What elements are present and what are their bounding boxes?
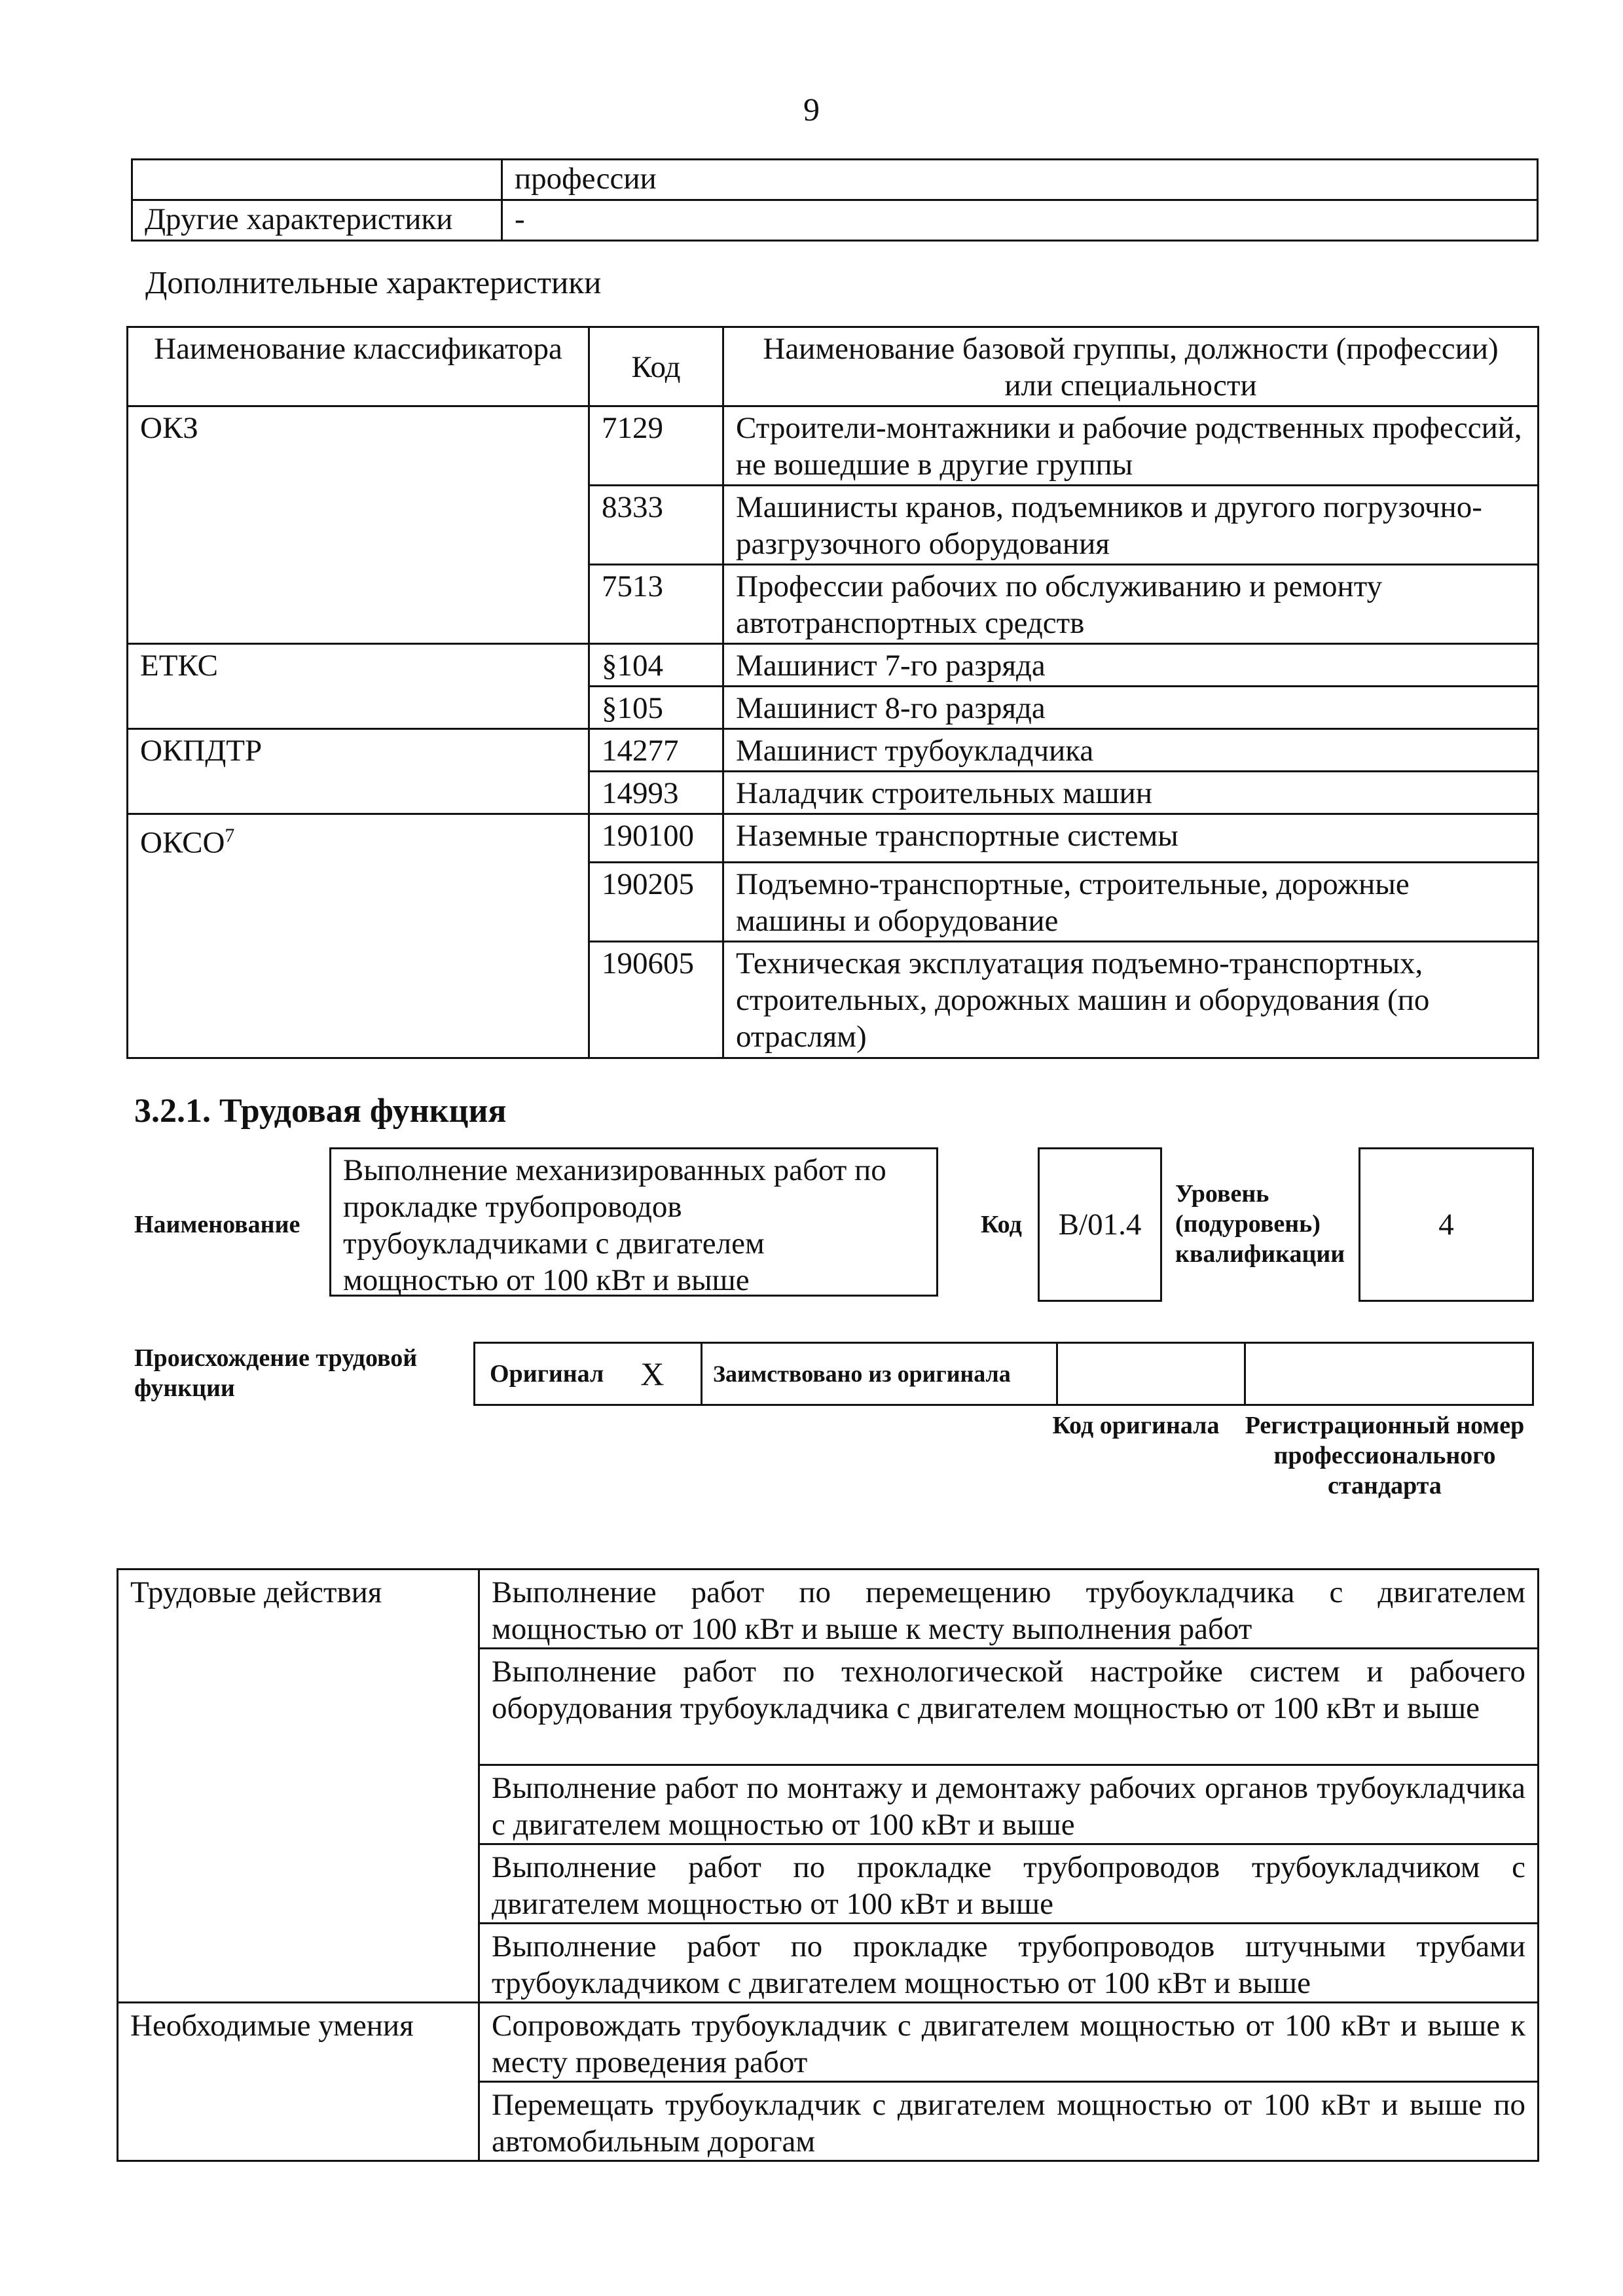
classifier-code: 7129 bbox=[589, 406, 723, 486]
classifier-title: Наладчик строительных машин bbox=[723, 772, 1539, 814]
function-name-box bbox=[329, 1147, 938, 1297]
original-code-label: Код оригинала bbox=[1052, 1412, 1220, 1439]
classifier-code: 14277 bbox=[589, 729, 723, 772]
classifier-name: ЕТКС bbox=[128, 644, 589, 687]
classifier-code: 190205 bbox=[589, 863, 723, 942]
header-classifier-name: Наименование классификатора bbox=[128, 327, 589, 406]
classifier-title: Наземные транспортные системы bbox=[723, 814, 1539, 863]
function-name-label: Наименование bbox=[134, 1211, 301, 1238]
labor-actions-label-cont bbox=[118, 1924, 479, 2003]
classifier-name bbox=[128, 863, 589, 942]
classifier-code: §105 bbox=[589, 687, 723, 729]
origin-row bbox=[473, 1342, 1534, 1406]
labor-action: Выполнение работ по монтажу и демонтажу рабочих органов трубоукладчика с двигателем мощностью от 100 кВт и выше bbox=[479, 1765, 1539, 1844]
top-table-row1-value: профессии bbox=[502, 160, 1538, 200]
footnote-marker: 7 bbox=[225, 825, 235, 846]
classifier-code: 7513 bbox=[589, 565, 723, 644]
classifier-table bbox=[126, 326, 1539, 1059]
labor-action: Выполнение работ по прокладке трубопроводов штучными трубами трубоукладчиком с двигателем мощностью от 100 кВт и выше bbox=[479, 1924, 1539, 2003]
classifier-title: Машинист 8-го разряда bbox=[723, 687, 1539, 729]
function-code-value: B/01.4 bbox=[1058, 1208, 1142, 1242]
labor-actions-label-cont bbox=[118, 1649, 479, 1765]
function-origin-label: Происхождение трудовой функции bbox=[134, 1344, 418, 1402]
section-title: 3.2.1. Трудовая функция bbox=[134, 1092, 507, 1130]
classifier-title: Строители-монтажники и рабочие родственных профессий, не вошедшие в другие группы bbox=[723, 406, 1539, 486]
labor-action: Выполнение работ по прокладке трубопроводов трубоукладчиком с двигателем мощностью от 100 кВт и выше bbox=[479, 1844, 1539, 1924]
classifier-title: Машинист 7-го разряда bbox=[723, 644, 1539, 687]
top-table-empty-cell bbox=[132, 160, 502, 200]
labor-actions-label-cont bbox=[118, 1844, 479, 1924]
classifier-code: 190100 bbox=[589, 814, 723, 863]
other-characteristics-label: Другие характеристики bbox=[132, 200, 502, 241]
labor-actions-table bbox=[117, 1568, 1539, 2162]
origin-original-cell bbox=[473, 1342, 702, 1406]
header-group-title: Наименование базовой группы, должности (профессии) или специальности bbox=[723, 327, 1539, 406]
function-name-value: Выполнение механизированных работ по прокладке трубопроводов трубоукладчиками с двигателем мощностью от 100 кВт и выше bbox=[343, 1153, 886, 1297]
classifier-title: Профессии рабочих по обслуживанию и ремонту автотранспортных средств bbox=[723, 565, 1539, 644]
origin-original-mark: X bbox=[640, 1355, 665, 1392]
classifier-name bbox=[128, 486, 589, 565]
classifier-name: ОКПДТР bbox=[128, 729, 589, 772]
classifier-title: Машинист трубоукладчика bbox=[723, 729, 1539, 772]
required-skill: Сопровождать трубоукладчик с двигателем мощностью от 100 кВт и выше к месту проведения работ bbox=[479, 2003, 1539, 2082]
origin-original-label: Оригинал bbox=[490, 1360, 604, 1388]
reg-number-label: Регистрационный номер профессионального стандарта bbox=[1245, 1412, 1525, 1499]
classifier-name: ОКЗ bbox=[128, 406, 589, 486]
labor-action: Выполнение работ по перемещению трубоукладчика с двигателем мощностью от 100 кВт и выше к месту выполнения работ bbox=[479, 1570, 1539, 1649]
required-skills-label-cont bbox=[118, 2082, 479, 2161]
classifier-code: 8333 bbox=[589, 486, 723, 565]
required-skills-label: Необходимые умения bbox=[118, 2003, 479, 2082]
original-code-cell bbox=[1056, 1342, 1246, 1406]
labor-actions-label-cont bbox=[118, 1765, 479, 1844]
labor-action: Выполнение работ по технологической настройке систем и рабочего оборудования трубоукладчика с двигателем мощностью от 100 кВт и выше bbox=[479, 1649, 1539, 1765]
classifier-title: Машинисты кранов, подъемников и другого погрузочно-разгрузочного оборудования bbox=[723, 486, 1539, 565]
origin-borrowed-label: Заимствовано из оригинала bbox=[713, 1361, 1011, 1387]
function-code-box bbox=[1038, 1147, 1162, 1302]
qualification-level-value: 4 bbox=[1438, 1208, 1454, 1242]
classifier-name bbox=[128, 942, 589, 1058]
page-number: 9 bbox=[803, 91, 820, 128]
labor-actions-label: Трудовые действия bbox=[118, 1570, 479, 1649]
classifier-name: ОКСО$^7$ bbox=[128, 814, 589, 863]
qualification-level-box bbox=[1359, 1147, 1534, 1302]
classifier-name bbox=[128, 565, 589, 644]
classifier-title: Подъемно-транспортные, строительные, дорожные машины и оборудование bbox=[723, 863, 1539, 942]
classifier-title: Техническая эксплуатация подъемно-транспортных, строительных, дорожных машин и оборудования (по отраслям) bbox=[723, 942, 1539, 1058]
required-skill: Перемещать трубоукладчик с двигателем мощностью от 100 кВт и выше по автомобильным дорогам bbox=[479, 2082, 1539, 2161]
origin-borrowed-cell bbox=[701, 1342, 1058, 1406]
top-table bbox=[131, 158, 1539, 242]
qualification-level-label: Уровень (подуровень) квалификации bbox=[1175, 1180, 1345, 1268]
classifier-code: 190605 bbox=[589, 942, 723, 1058]
other-characteristics-value: - bbox=[502, 200, 1538, 241]
extra-characteristics-heading: Дополнительные характеристики bbox=[145, 264, 602, 300]
function-code-label: Код bbox=[981, 1211, 1022, 1238]
classifier-name bbox=[128, 687, 589, 729]
header-code: Код bbox=[589, 327, 723, 406]
reg-number-cell bbox=[1244, 1342, 1534, 1406]
classifier-name bbox=[128, 772, 589, 814]
classifier-code: §104 bbox=[589, 644, 723, 687]
classifier-code: 14993 bbox=[589, 772, 723, 814]
